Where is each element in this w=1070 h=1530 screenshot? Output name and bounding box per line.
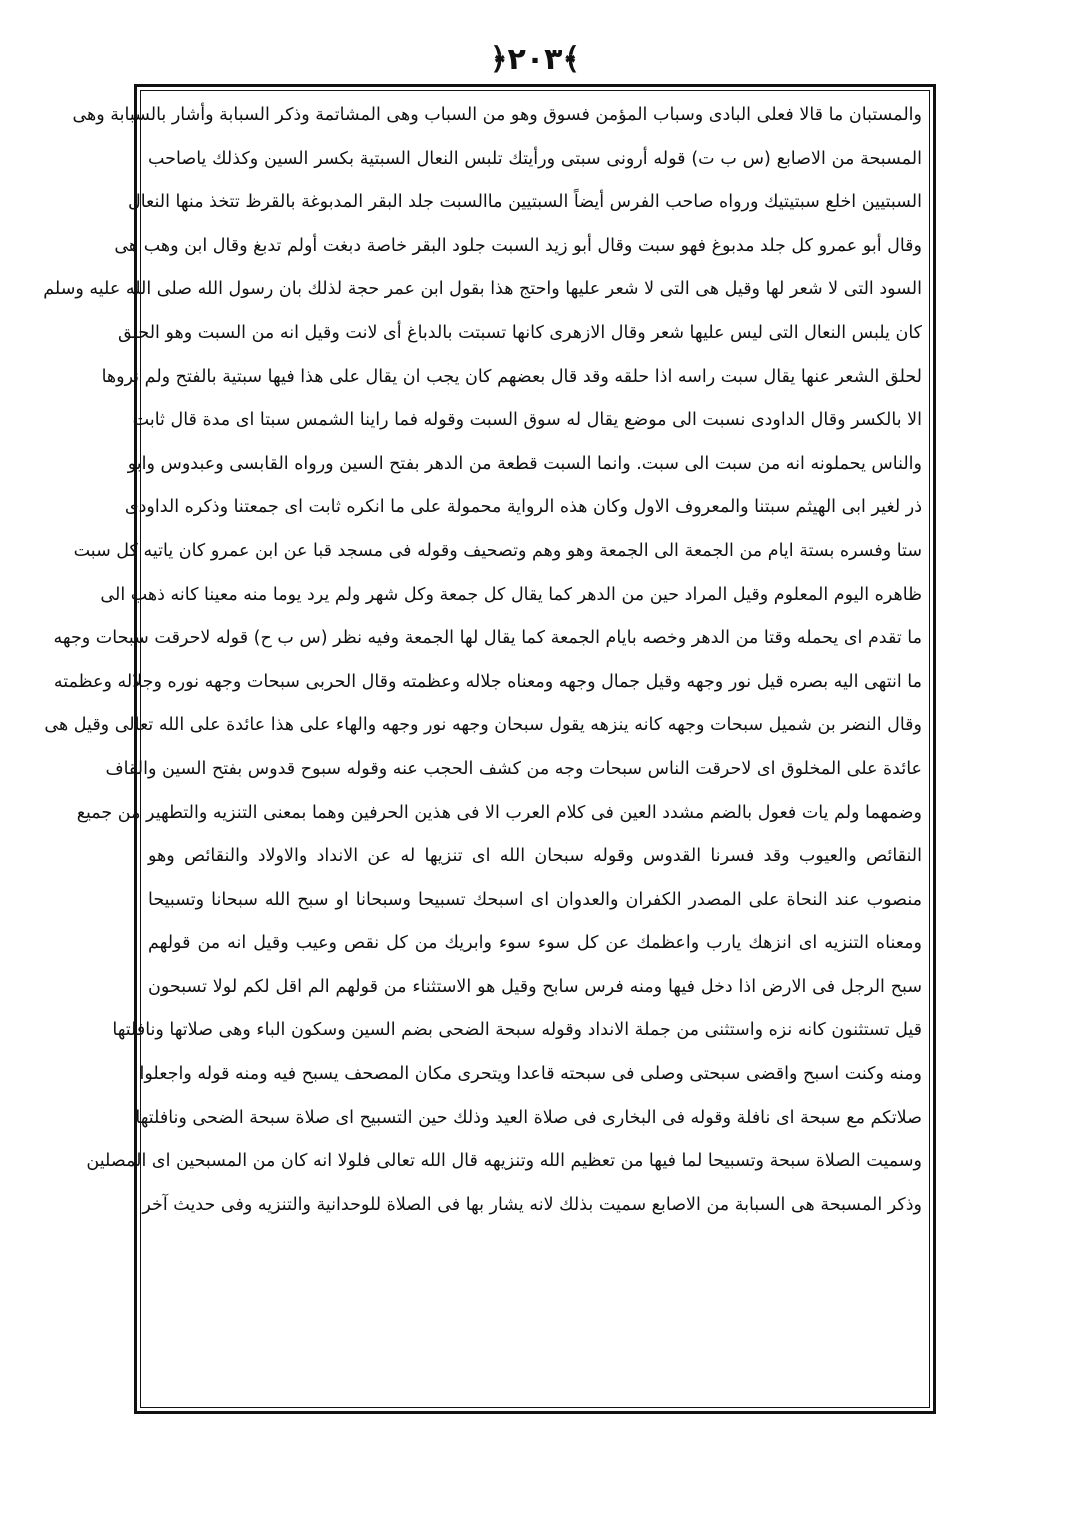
text-line: الا بالكسر وقال الداودى نسبت الى موضع يقال له سوق السبت وقوله فما راينا الشمس سبتا اى مدة قال ثابت: [132, 410, 922, 431]
text-line: ما انتهى اليه بصره قيل نور وجهه وقيل جمال وجهه ومعناه جلاله وعظمته وقال الحربى سبحات وجهه نوره وجلاله وعظمته: [53, 671, 922, 692]
text-line: والناس يحملونه انه من سبت الى سبت. وانما السبت قطعة من الدهر بفتح السين ورواه القابسى وعبدوس وابو: [127, 453, 922, 474]
text-line: صلاتكم مع سبحة اى نافلة وقوله فى البخارى فى صلاة العيد وذلك حين التسبيح اى صلاة سبحة الضحى ونافلتها: [135, 1107, 922, 1128]
text-line: ظاهره اليوم المعلوم وقيل المراد حين من الدهر كما يقال كل جمعة وكل شهر ولم يرد يوما منه معينا كانه ذهب الى: [100, 584, 922, 605]
text-line: وقال أبو عمرو كل جلد مدبوغ فهو سبت وقال أبو زيد السبت جلود البقر خاصة دبغت أولم تدبغ وقال ابن وهب هى: [114, 235, 922, 256]
text-line: سبح الرجل فى الارض اذا دخل فيها ومنه فرس سابح وقيل هو الاستثناء من قولهم الم اقل لكم لولا تسبحون: [148, 976, 922, 997]
text-line: ومنه وكنت اسبح واقضى سبحتى وصلى فى سبحته قاعدا ويتحرى مكان المصحف يسبح فيه ومنه قوله واجعلوا: [139, 1064, 922, 1085]
text-line: ما تقدم اى يحمله وقتا من الدهر وخصه بايام الجمعة كما يقال لها الجمعة وفيه نظر (س ب ح) قوله لاحرقت سبحات وجهه: [53, 628, 922, 649]
text-line: لحلق الشعر عنها يقال سبت راسه اذا حلقه وقد قال بعضهم كان يجب ان يقال على هذا فيها سبتية بالفتح ولم نروها: [101, 366, 922, 387]
text-line: كان يلبس النعال التى ليس عليها شعر وقال الازهرى كانها تسبتت بالدباغ أى لانت وقيل انه من السبت وهو الحلق: [118, 322, 922, 343]
page-number: ﴿٢٠٣﴾: [489, 42, 581, 77]
text-line: عائدة على المخلوق اى لاحرقت الناس سبحات وجه من كشف الحجب عنه وقوله سبوح قدوس بفتح السين والقاف: [105, 758, 922, 779]
text-line: ومعناه التنزيه اى انزهك يارب واعظمك عن كل سوء سوء وابريك من كل نقص وعيب وقيل انه من قولهم: [148, 933, 922, 954]
text-line: السبتيين اخلع سبتيتيك ورواه صاحب الفرس أيضاً السبتيين ماالسبت جلد البقر المدبوغة بالقرظ تتخذ منها النعال: [127, 192, 922, 213]
text-line: ذر لغير ابى الهيثم سبتنا والمعروف الاول وكان هذه الرواية محمولة على ما انكره ثابت اى جمعتنا وذكره الداودى: [124, 497, 922, 518]
text-line: منصوب عند النحاة على المصدر الكفران والعدوان اى اسبحك تسبيحا وسبحانا او سبح الله سبحانا وتسبيحا: [148, 889, 922, 910]
text-line: قيل تستثنون كانه نزه واستثنى من جملة الانداد وقوله سبحة الضحى بضم السين وسكون الباء وهى صلاتها ونافلتها: [112, 1020, 922, 1041]
text-line: وسميت الصلاة سبحة وتسبيحا لما فيها من تعظيم الله وتنزيهه قال الله تعالى فلولا انه كان من المسبحين اى المصلين: [86, 1151, 922, 1172]
text-line: النقائص والعيوب وقد فسرنا القدوس وقوله سبحان الله اى تنزيها له عن الانداد والاولاد والنقائص وهو: [148, 846, 922, 867]
main-text-block: [43, 94, 922, 1404]
text-line: وقال النضر بن شميل سبحات وجهه كانه ينزهه يقول سبحان وجهه نور وجهه والهاء على هذا عائدة على الله تعالى وقيل هى: [44, 715, 922, 736]
text-line: السود التى لا شعر لها وقيل هى التى لا شعر عليها واحتج هذا بقول ابن عمر حجة لذلك بان رسول الله صلى الله عليه وسلم: [43, 279, 922, 300]
text-line: وذكر المسبحة هى السبابة من الاصابع سميت بذلك لانه يشار بها فى الصلاة للوحدانية والتنزيه وفى حديث آخر: [142, 1194, 922, 1215]
text-line: ستا وفسره بستة ايام من الجمعة الى الجمعة وهو وهم وتصحيف وقوله فى مسجد قبا عن ابن عمرو كان ياتيه كل سبت: [73, 540, 922, 561]
text-line: المسبحة من الاصابع (س ب ت) قوله أرونى سبتى ورأيتك تلبس النعال السبتية بكسر السين وكذلك ياصاحب: [148, 148, 922, 169]
text-line: والمستبان ما قالا فعلى البادى وسباب المؤمن فسوق وهو من السباب وهى المشاتمة وذكر السبابة وأشار بالسبابة وهى: [72, 105, 922, 125]
text-line: وضمهما ولم يات فعول بالضم مشدد العين فى كلام العرب الا فى هذين الحرفين وهما بمعنى التنزيه والتطهير من جميع: [76, 802, 922, 823]
